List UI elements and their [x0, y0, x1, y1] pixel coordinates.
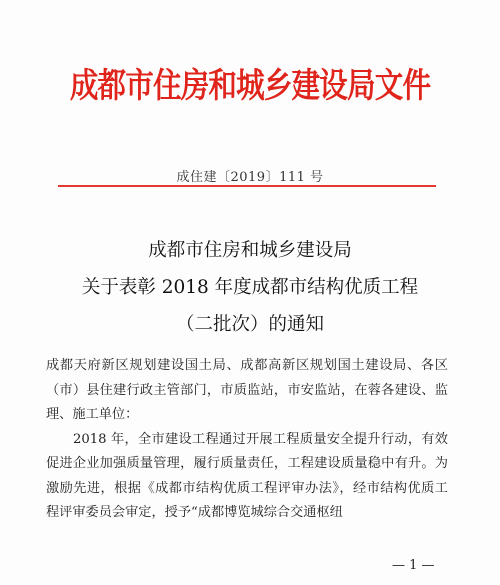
document-masthead: 成都市住房和城乡建设局文件	[69, 66, 431, 106]
document-title	[0, 232, 500, 343]
title-line-1: 成都市住房和城乡建设局	[148, 240, 352, 261]
body-paragraph-1: 2018 年，全市建设工程通过开展工程质量安全提升行动，有效促进企业加强质量管理，履行质量责任，工程建设质量稳中有升。为激励先进，根据《成都市结构优质工程评审办法》，经市结构优质工程评审委员会审定，授予“成都博览城综合交通枢纽	[46, 431, 448, 520]
document-body	[46, 354, 448, 526]
document-number: 成住建〔2019〕111 号	[176, 170, 324, 185]
title-line-2: 关于表彰 2018 年度成都市结构优质工程	[81, 277, 419, 298]
title-line-3: （二批次）的通知	[175, 314, 324, 335]
addressee-paragraph: 成都天府新区规划建设国土局、成都高新区规划国土建设局、各区（市）县住建行政主管部门，市质监站，市安监站，在蓉各建设、监理、施工单位：	[46, 358, 448, 422]
page-number: — 1 —	[392, 558, 435, 573]
red-divider-line	[58, 185, 436, 187]
